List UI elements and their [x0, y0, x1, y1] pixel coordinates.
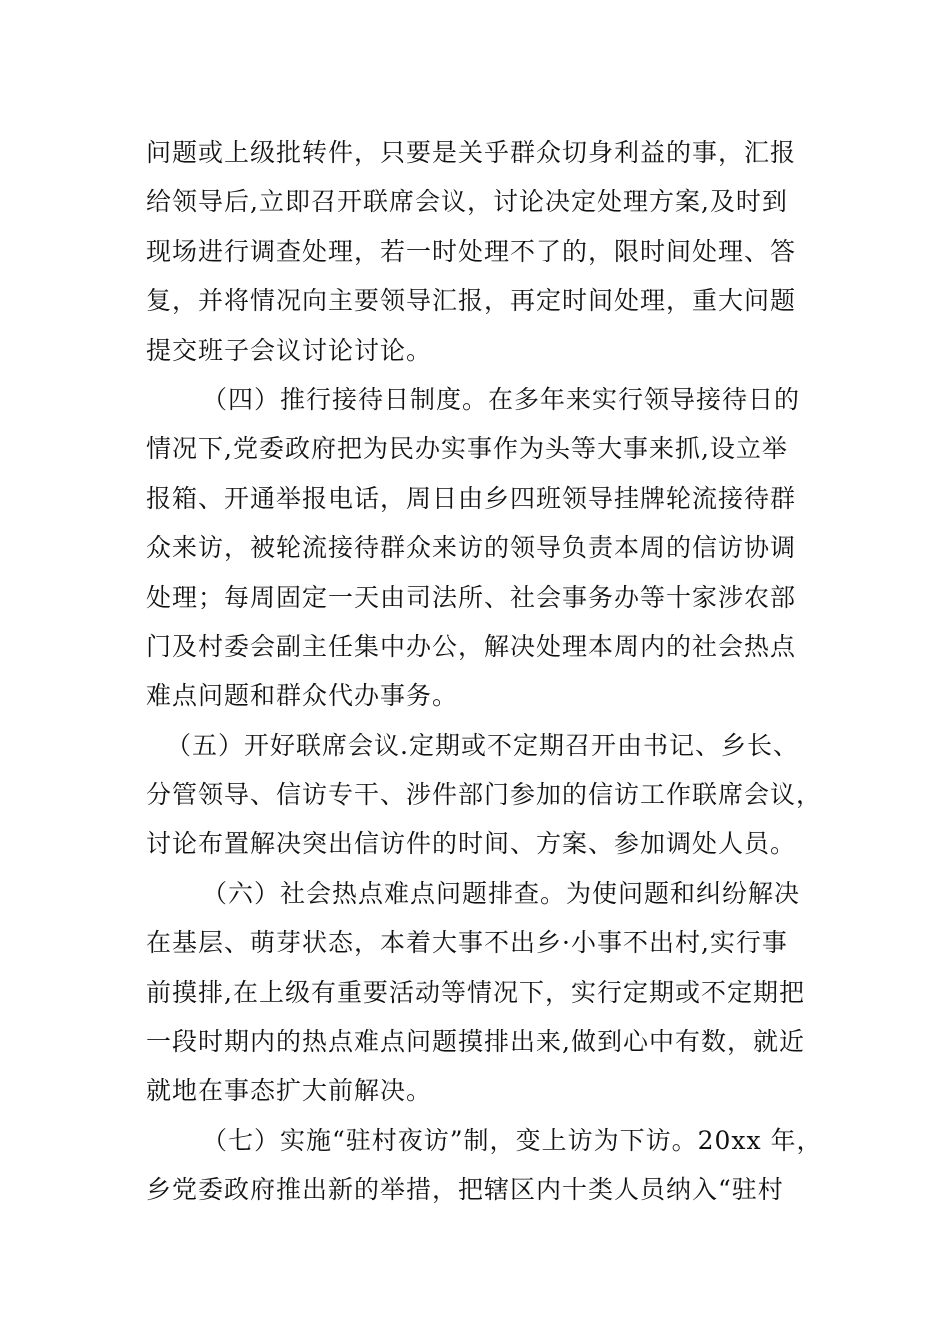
- text-line: 前摸排,在上级有重要活动等情况下，实行定期或不定期把: [146, 977, 805, 1007]
- text-line: 问题或上级批转件，只要是关乎群众切身利益的事，汇报: [146, 138, 797, 167]
- text-line: 门及村委会副主任集中办公，解决处理本周内的社会热点: [146, 631, 797, 661]
- text-line: 乡党委政府推出新的举措，把辖区内十类人员纳入“驻村: [146, 1175, 784, 1205]
- text-line: 在基层、萌芽状态，本着大事不出乡·小事不出村,实行事: [146, 928, 788, 958]
- text-line: 报箱、开通举报电话，周日由乡四班领导挂牌轮流接待群: [146, 483, 797, 513]
- section-seven-heading-line: （七）实施“驻村夜访”制，变上访为下访。20xx 年，: [202, 1125, 823, 1155]
- text-line: 讨论布置解决突出信访件的时间、方案、参加调处人员。: [146, 829, 797, 859]
- section-four-heading-line: （四）推行接待日制度。在多年来实行领导接待日的: [202, 384, 801, 414]
- section-six-heading-line: （六）社会热点难点问题排查。为使问题和纠纷解决: [202, 878, 801, 908]
- text-line: 分管领导、信访专干、涉件部门参加的信访工作联席会议，: [146, 780, 823, 810]
- text-line: 处理；每周固定一天由司法所、社会事务办等十家涉农部: [146, 582, 797, 612]
- document-body: [146, 128, 823, 1215]
- text-line: 复，并将情况向主要领导汇报，再定时间处理，重大问题: [146, 286, 797, 316]
- text-line: 众来访，被轮流接待群众来访的领导负责本周的信访协调: [146, 533, 797, 563]
- text-line: 给领导后,立即召开联席会议，讨论决定处理方案,及时到: [146, 187, 788, 217]
- text-line: 难点问题和群众代办事务。: [146, 681, 459, 711]
- text-line: 就地在事态扩大前解决。: [146, 1076, 433, 1106]
- text-line: 一段时期内的热点难点问题摸排出来,做到心中有数，就近: [146, 1027, 805, 1057]
- text-line: 现场进行调查处理，若一时处理不了的，限时间处理、答: [146, 236, 797, 266]
- text-line: 情况下,党委政府把为民办实事作为头等大事来抓,设立举: [146, 434, 788, 464]
- section-five-heading-line: （五）开好联席会议.定期或不定期召开由书记、乡长、: [166, 730, 799, 760]
- text-line: 提交班子会议讨论讨论。: [146, 335, 433, 365]
